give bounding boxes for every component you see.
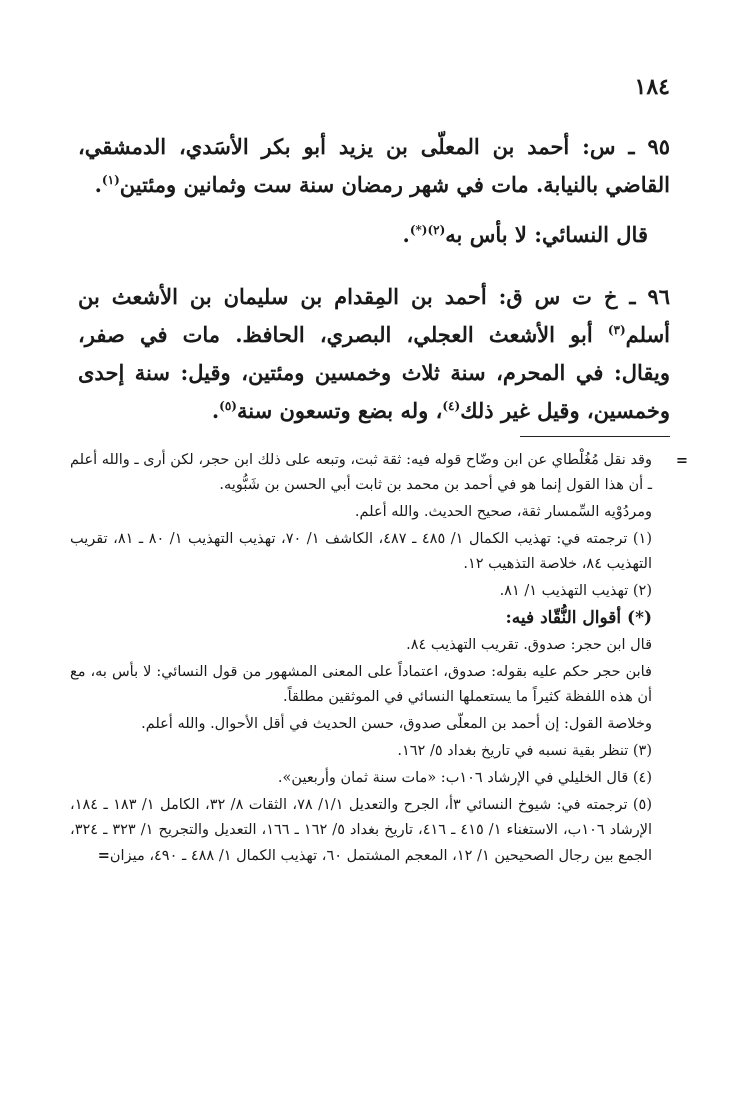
nasai-quote-text: قال النسائي: لا بأس به	[445, 222, 648, 247]
continuation-marker: =	[675, 452, 688, 469]
page-number: ١٨٤	[634, 74, 670, 100]
footnote-5	[70, 793, 652, 869]
footnote-continuation	[70, 448, 688, 498]
main-text	[78, 128, 670, 442]
footnote-continuation-2: ومردُوْيه السِّمسار ثقة، صحيح الحديث. والله أعلم.	[354, 504, 652, 520]
nasai-quote-tail: .	[402, 222, 410, 247]
footnote-1: (١) ترجمته في: تهذيب الكمال ١/ ٤٨٥ ـ ٤٨٧، الكاشف ١/ ٧٠، تهذيب التهذيب ١/ ٨٠ ـ ٨١، تقريب التهذيب ٨٤، خلاصة التذهيب ١٢.	[70, 531, 652, 572]
entry-96-tail: .	[211, 398, 220, 423]
footnote-3: (٣) تنظر بقية نسبه في تاريخ بغداد ٥/ ١٦٢.	[397, 743, 652, 759]
footnote-5-continues-marker: =	[97, 847, 110, 864]
footnote-ref-3[interactable]: (٣)	[607, 323, 626, 337]
critics-heading: (*) أقوال النُّقّاد فيه:	[505, 608, 652, 628]
footnote-2: (٢) تهذيب التهذيب ١/ ٨١.	[499, 583, 652, 599]
footnote-ref-1[interactable]: (١)	[101, 173, 120, 187]
footnote-separator	[520, 436, 670, 437]
footnote-ref-4[interactable]: (٤)	[442, 399, 461, 413]
entry-95-tail: .	[94, 172, 102, 197]
entry-96	[78, 278, 670, 430]
entry-96-part-1: ٩٦ ـ خ ت س ق: أحمد بن المِقدام بن سليمان بن الأشعث بن أسلم	[78, 284, 670, 347]
critic-conclusion: وخلاصة القول: إن أحمد بن المعلّى صدوق، حسن الحديث في أقل الأحوال. والله أعلم.	[141, 716, 652, 732]
entry-96-part-2: أبو الأشعث العجلي، البصري، الحافظ. مات في صفر، ويقال: في المحرم، سنة ثلاث وخمسين ومئتين، وقيل: سنة إحدى وخمسين، وقيل غير ذلك	[78, 322, 670, 423]
footnote-5-text: (٥) ترجمته في: شيوخ النسائي ٣أ، الجرح والتعديل ١/١/ ٧٨، الثقات ٨/ ٣٢، الكامل ١/ ١٨٣ ـ ١٨٤، الإرشاد ١٠٦ب، الاستغناء ١/ ٤١٥ ـ ٤١٦، تاريخ بغداد ٥/ ١٦٢ ـ ١٦٦، التعديل والتجريح ١/ ٣٢٣ ـ ٣٢٤، الجمع بين رجال الصحيحين ١/ ١٢، المعجم المشتمل ٦٠، تهذيب الكمال ١/ ٤٨٨ ـ ٤٩٠، ميزان	[70, 797, 653, 864]
entry-95-text: ٩٥ ـ س: أحمد بن المعلّى بن يزيد أبو بكر الأسَدي، الدمشقي، القاضي بالنيابة. مات في شهر رمضان سنة ست وثمانين ومئتين	[78, 134, 670, 197]
footnote-ref-5[interactable]: (٥)	[219, 399, 237, 413]
critic-ibn-hajar: قال ابن حجر: صدوق. تقريب التهذيب ٨٤.	[406, 637, 652, 653]
footnotes	[70, 448, 688, 871]
footnote-4: (٤) قال الخليلي في الإرشاد ١٠٦ب: «مات سنة ثمان وأربعين».	[277, 770, 652, 786]
footnote-continuation-text: وقد نقل مُغُلْطاي عن ابن وضّاح قوله فيه: ثقة ثبت، وتبعه على ذلك ابن حجر، لكن أرى ـ والله أعلم ـ أن هذا القول إنما هو في أحمد بن محمد بن ثابت أبي الحسن بن شَبُّويه.	[70, 452, 652, 493]
entry-96-part-3: ، وله بضع وتسعون سنة	[236, 398, 443, 423]
critic-analysis: فابن حجر حكم عليه بقوله: صدوق، اعتماداً على المعنى المشهور من قول النسائي: لا بأس به، مع أن هذه اللفظة كثيراً ما يستعملها النسائي في الموثقين مطلقاً.	[70, 664, 652, 705]
nasai-quote	[78, 216, 648, 254]
entry-95	[78, 128, 670, 204]
footnote-ref-2[interactable]: (٢)(*)	[409, 223, 446, 237]
